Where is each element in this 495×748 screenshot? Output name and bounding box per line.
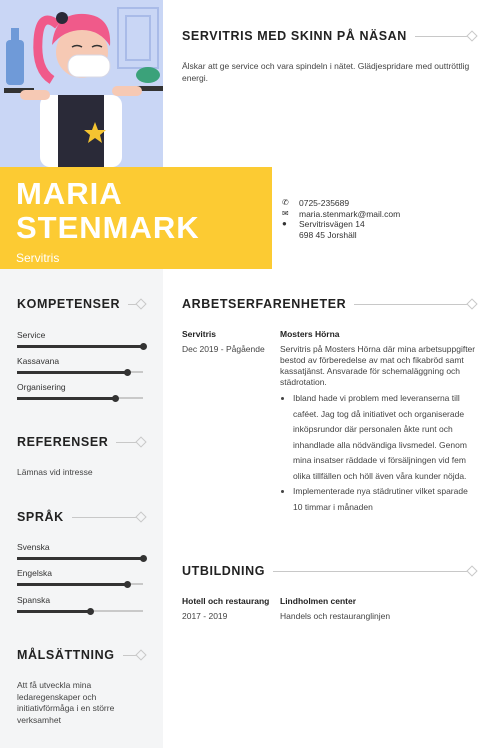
envelope-icon: ✉ — [282, 208, 289, 218]
phone-number: 0725-235689 — [299, 198, 350, 208]
diamond-icon — [466, 298, 477, 309]
job-role: Servitris — [16, 251, 60, 265]
diamond-icon — [466, 565, 477, 576]
references-text: Lämnas vid intresse — [17, 467, 93, 477]
level-knob — [124, 369, 131, 376]
contact-phone-row — [282, 198, 400, 209]
diamond-icon — [135, 511, 146, 522]
diamond-icon — [466, 30, 477, 41]
profile-heading: SERVITRIS MED SKINN PÅ NÄSAN — [182, 29, 476, 43]
last-name: STENMARK — [16, 210, 200, 245]
level-knob — [87, 608, 94, 615]
education-meta — [182, 596, 280, 621]
skill-bar: Kassavana — [17, 356, 143, 373]
city-address: 698 45 Jorshäll — [299, 229, 357, 240]
level-fill — [17, 397, 115, 400]
language-bar: Spanska — [17, 595, 143, 612]
list-item: • Implementerade nya städrutiner vilket sparade 10 timmar i månaden — [293, 484, 476, 515]
skill-bar: Organisering — [17, 382, 143, 399]
level-knob — [140, 343, 147, 350]
profile-text: Älskar att ge service och vara spindeln i nätet. Glädjespridare med outtröttlig energi. — [182, 61, 470, 83]
first-name: MARIA — [16, 176, 123, 211]
email-address: maria.stenmark@mail.com — [299, 208, 401, 219]
level-knob — [112, 395, 119, 402]
level-fill — [17, 610, 90, 613]
level-fill — [17, 371, 128, 374]
street-address: Servitrisvägen 14 — [299, 219, 365, 229]
divider — [354, 304, 469, 305]
name-banner — [0, 167, 272, 269]
waitress-illustration — [0, 0, 163, 167]
phone-icon: ✆ — [282, 198, 289, 207]
experience-heading: ARBETSERFARENHETER — [182, 297, 476, 311]
level-fill — [17, 345, 143, 348]
list-item: • Ibland hade vi problem med leveranserna till caféet. Jag tog då initiativet och organiserade inköpsrundor där personalen åkte runt och inhandlade alla nödvändiga livsmedel. Genom mina insatser räddade vi försäljningen vid fem olika tillfällen och höll även våra kunder nöjda. — [293, 391, 476, 484]
contact-info — [282, 198, 400, 240]
contact-email-row — [282, 209, 400, 220]
job-dates: Dec 2019 - Pågående — [182, 344, 265, 354]
goal-heading: MÅLSÄTTNING — [17, 648, 145, 662]
skill-bar: Service — [17, 330, 143, 347]
divider — [273, 571, 469, 572]
employer-name: Mosters Hörna — [280, 329, 340, 339]
diamond-icon — [135, 649, 146, 660]
divider — [415, 36, 469, 37]
goal-text: Att få utveckla mina ledaregenskaper och initiativförmåga i en större verksamhet — [17, 680, 115, 725]
level-fill — [17, 557, 143, 560]
level-fill — [17, 583, 128, 586]
references-heading: REFERENSER — [17, 435, 145, 449]
level-knob — [124, 581, 131, 588]
education-heading: UTBILDNING — [182, 564, 476, 578]
language-bar: Engelska — [17, 568, 143, 585]
job-details — [280, 329, 476, 515]
profile-illustration — [0, 0, 163, 167]
job-meta-column — [182, 329, 278, 354]
languages-heading: SPRÅK — [17, 510, 145, 524]
job-description: Servitris på Mosters Hörna där mina arbetsuppgifter bestod av förberedelse av mat och fikabröd samt kassatjänst. Ansvarade för schemaläggning och städrotation. — [280, 344, 476, 387]
map-pin-icon: ● — [282, 219, 287, 228]
language-bar: Svenska — [17, 542, 143, 559]
diamond-icon — [135, 436, 146, 447]
level-knob — [140, 555, 147, 562]
education-dates: 2017 - 2019 — [182, 611, 228, 621]
diamond-icon — [135, 298, 146, 309]
education-details — [280, 596, 476, 621]
skills-heading: KOMPETENSER — [17, 297, 145, 311]
education-program: Hotell och restaurang — [182, 596, 270, 606]
school-name: Lindholmen center — [280, 596, 357, 606]
divider — [72, 517, 138, 518]
job-title: Servitris — [182, 329, 217, 339]
achievement-list — [280, 391, 476, 515]
education-track: Handels och restauranglinjen — [280, 611, 391, 621]
contact-address-row — [282, 219, 400, 240]
